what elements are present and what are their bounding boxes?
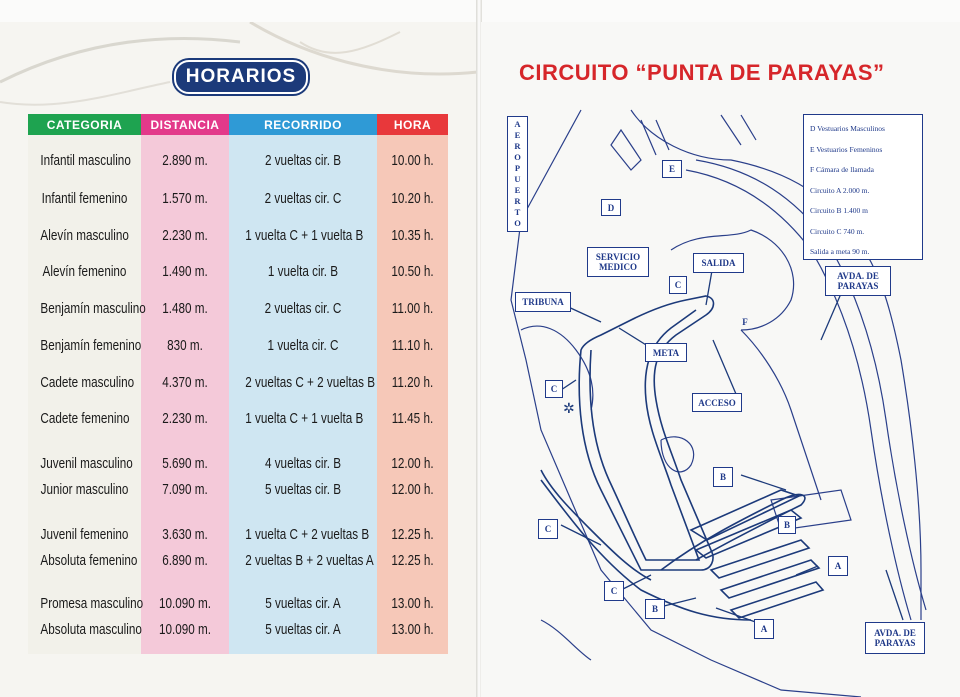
- label-e: E: [662, 160, 682, 178]
- cell-distancia: 5.690 m.: [162, 455, 208, 472]
- cell-categoria: Benjamín femenino: [40, 337, 142, 354]
- aeropuerto-letter: U: [514, 174, 521, 184]
- table-row: [28, 548, 448, 574]
- cell-categoria: Promesa masculino: [40, 595, 144, 612]
- table-row: [28, 591, 448, 617]
- legend-item: Circuito B 1.400 m: [810, 206, 868, 215]
- header-hora: HORA: [377, 114, 448, 135]
- cell-categoria: Cadete masculino: [40, 374, 135, 391]
- table-row: [28, 296, 448, 322]
- header-categoria: CATEGORIA: [28, 114, 141, 135]
- star-icon: ✲: [563, 401, 575, 417]
- cell-distancia: 2.890 m.: [162, 152, 208, 169]
- legend-item: F Cámara de llamada: [810, 165, 874, 174]
- label-line: SERVICIO: [595, 252, 641, 262]
- cell-hora: 10.00 h.: [391, 152, 434, 169]
- aeropuerto-letter: O: [514, 218, 521, 228]
- cell-distancia: 1.570 m.: [162, 190, 208, 207]
- schedule-table: [28, 114, 448, 654]
- label-meta: META: [645, 343, 687, 362]
- aeropuerto-label: [507, 116, 528, 232]
- cell-recorrido: 1 vuelta cir. C: [267, 337, 339, 354]
- label-b: B: [645, 599, 665, 619]
- cell-recorrido: 4 vueltas cir. B: [264, 455, 342, 472]
- cell-distancia: 10.090 m.: [158, 621, 212, 638]
- legend-item: Circuito A 2.000 m.: [810, 185, 870, 195]
- cell-recorrido: 5 vueltas cir. B: [264, 481, 342, 498]
- cell-hora: 12.00 h.: [391, 481, 434, 498]
- cell-distancia: 2.230 m.: [162, 410, 208, 427]
- table-row: [28, 148, 448, 174]
- header-distancia: DISTANCIA: [141, 114, 229, 135]
- cell-recorrido: 1 vuelta cir. B: [267, 263, 339, 280]
- cell-hora: 10.35 h.: [391, 227, 434, 244]
- label-a: A: [828, 556, 848, 576]
- label-c: C: [545, 380, 563, 398]
- label-line: MEDICO: [599, 262, 637, 272]
- cell-categoria: Juvenil masculino: [40, 455, 133, 472]
- cell-distancia: 1.480 m.: [162, 300, 208, 317]
- cell-categoria: Alevín masculino: [40, 227, 129, 244]
- label-d: D: [601, 199, 621, 216]
- cell-categoria: Absoluta femenino: [40, 552, 138, 569]
- cell-recorrido: 2 vueltas cir. B: [264, 152, 342, 169]
- table-row: [28, 406, 448, 432]
- cell-recorrido: 5 vueltas cir. A: [265, 595, 341, 612]
- cell-distancia: 830 m.: [167, 337, 203, 354]
- table-row: [28, 370, 448, 396]
- cell-distancia: 1.490 m.: [162, 263, 208, 280]
- cell-categoria: Junior masculino: [40, 481, 129, 498]
- cell-distancia: 6.890 m.: [162, 552, 208, 569]
- label-c: C: [604, 581, 624, 601]
- cell-distancia: 10.090 m.: [158, 595, 212, 612]
- aeropuerto-letter: E: [514, 130, 521, 140]
- aeropuerto-letter: R: [514, 196, 521, 206]
- cell-hora: 11.00 h.: [391, 300, 434, 317]
- cell-hora: 11.20 h.: [391, 374, 434, 391]
- cell-recorrido: 2 vueltas B + 2 vueltas A: [245, 552, 374, 569]
- table-row: [28, 333, 448, 359]
- cell-categoria: Alevín femenino: [42, 263, 127, 280]
- cell-categoria: Cadete femenino: [40, 410, 130, 427]
- cell-distancia: 2.230 m.: [162, 227, 208, 244]
- aeropuerto-letter: O: [514, 152, 521, 162]
- label-b: B: [713, 467, 733, 487]
- cell-hora: 12.25 h.: [391, 552, 434, 569]
- table-row: [28, 259, 448, 285]
- legend-item: Circuito C 740 m.: [810, 226, 865, 236]
- table-row: [28, 522, 448, 548]
- map-legend: [803, 114, 923, 260]
- cell-recorrido: 2 vueltas C + 2 vueltas B: [245, 374, 376, 391]
- cell-hora: 11.45 h.: [391, 410, 434, 427]
- cell-hora: 13.00 h.: [391, 621, 434, 638]
- label-acceso: ACCESO: [692, 393, 742, 412]
- cell-categoria: Absoluta masculino: [40, 621, 142, 638]
- table-row: [28, 477, 448, 503]
- horarios-title: HORARIOS: [174, 60, 308, 94]
- label-line: AVDA. DE: [874, 628, 916, 638]
- aeropuerto-letter: T: [514, 207, 521, 217]
- legend-item: D Vestuarios Masculinos: [810, 124, 885, 133]
- header-recorrido: RECORRIDO: [229, 114, 377, 135]
- aeropuerto-letter: E: [514, 185, 521, 195]
- cell-hora: 11.10 h.: [391, 337, 434, 354]
- cell-categoria: Infantil femenino: [41, 190, 128, 207]
- aeropuerto-letter: P: [514, 163, 521, 173]
- cell-hora: 10.50 h.: [391, 263, 434, 280]
- cell-recorrido: 5 vueltas cir. A: [265, 621, 341, 638]
- label-line: PARAYAS: [837, 281, 879, 291]
- cell-categoria: Juvenil femenino: [40, 526, 129, 543]
- table-row: [28, 223, 448, 249]
- cell-categoria: Benjamín masculino: [40, 300, 146, 317]
- cell-hora: 12.25 h.: [391, 526, 434, 543]
- cell-recorrido: 2 vueltas cir. C: [264, 300, 342, 317]
- label-servicio-medico: [587, 247, 649, 277]
- cell-hora: 10.20 h.: [391, 190, 434, 207]
- label-c: C: [538, 519, 558, 539]
- label-a: A: [754, 619, 774, 639]
- label-f: F: [742, 317, 748, 327]
- aeropuerto-letter: A: [514, 119, 521, 129]
- aeropuerto-letter: R: [514, 141, 521, 151]
- cell-recorrido: 1 vuelta C + 1 vuelta B: [245, 410, 364, 427]
- legend-item: E Vestuarios Femeninos: [810, 144, 883, 154]
- cell-hora: 13.00 h.: [391, 595, 434, 612]
- cell-recorrido: 1 vuelta C + 2 vueltas B: [245, 526, 370, 543]
- circuit-title: CIRCUITO “PUNTA DE PARAYAS”: [519, 60, 885, 85]
- table-row: [28, 451, 448, 477]
- legend-item: Salida a meta 90 m.: [810, 247, 870, 256]
- table-row: [28, 617, 448, 643]
- cell-hora: 12.00 h.: [391, 455, 434, 472]
- cell-recorrido: 2 vueltas cir. C: [264, 190, 342, 207]
- label-avda-parayas-bottom: [865, 622, 925, 654]
- label-line: PARAYAS: [874, 638, 916, 648]
- cell-distancia: 4.370 m.: [162, 374, 208, 391]
- label-c: C: [669, 276, 687, 294]
- cell-recorrido: 1 vuelta C + 1 vuelta B: [245, 227, 364, 244]
- cell-distancia: 3.630 m.: [162, 526, 208, 543]
- label-tribuna: TRIBUNA: [515, 292, 571, 312]
- cell-categoria: Infantil masculino: [40, 152, 131, 169]
- cell-distancia: 7.090 m.: [162, 481, 208, 498]
- table-row: [28, 186, 448, 212]
- label-salida: SALIDA: [693, 253, 744, 273]
- label-b: B: [778, 516, 796, 534]
- label-avda-parayas-top: [825, 266, 891, 296]
- label-line: AVDA. DE: [837, 271, 879, 281]
